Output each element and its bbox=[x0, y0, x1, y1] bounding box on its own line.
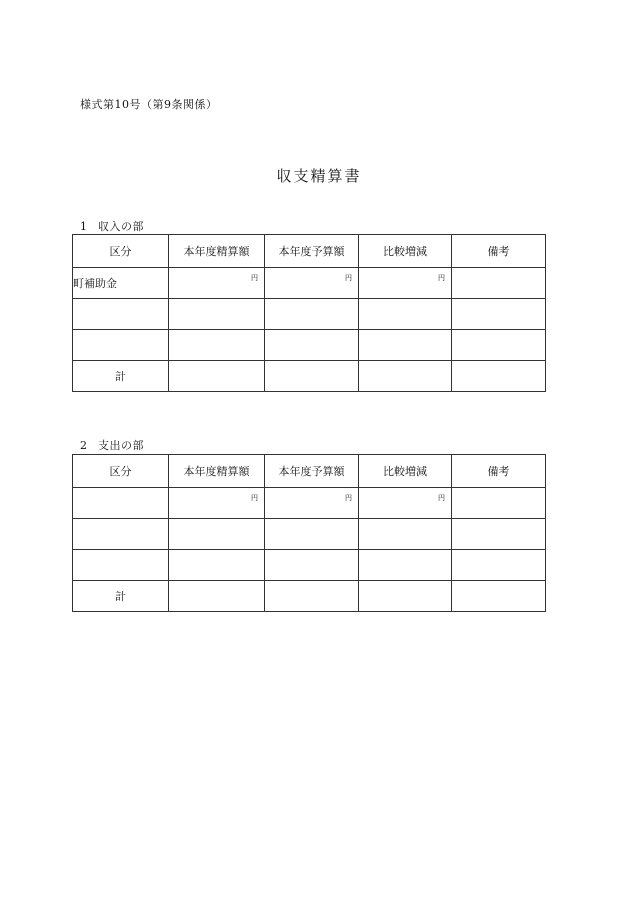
table-row bbox=[73, 268, 546, 299]
yen-unit-label: 円 bbox=[438, 494, 445, 502]
total-remarks-cell[interactable] bbox=[452, 581, 546, 612]
total-difference-cell[interactable] bbox=[359, 581, 452, 612]
yen-unit-label: 円 bbox=[345, 494, 352, 502]
budget-amount-cell[interactable] bbox=[265, 268, 359, 299]
expense-section-heading bbox=[80, 437, 144, 453]
difference-cell[interactable] bbox=[359, 299, 452, 330]
category-cell[interactable] bbox=[73, 550, 169, 581]
income-header-row bbox=[73, 235, 546, 268]
total-budget-cell[interactable] bbox=[265, 361, 359, 392]
yen-unit-label: 円 bbox=[251, 274, 258, 282]
yen-unit-label: 円 bbox=[438, 274, 445, 282]
income-section-heading bbox=[80, 218, 144, 234]
settled-amount-cell[interactable] bbox=[169, 550, 265, 581]
column-header-difference: 比較増減 bbox=[359, 235, 452, 268]
category-cell[interactable] bbox=[73, 299, 169, 330]
column-header-settled: 本年度精算額 bbox=[169, 235, 265, 268]
total-difference-cell[interactable] bbox=[359, 361, 452, 392]
column-header-difference: 比較増減 bbox=[359, 455, 452, 488]
column-header-category: 区分 bbox=[73, 455, 169, 488]
income-section-title: 収入の部 bbox=[98, 220, 144, 233]
total-row bbox=[73, 361, 546, 392]
document-title: 収支精算書 bbox=[276, 167, 362, 185]
category-cell[interactable] bbox=[73, 519, 169, 550]
total-row bbox=[73, 581, 546, 612]
difference-cell[interactable] bbox=[359, 519, 452, 550]
budget-amount-cell[interactable] bbox=[265, 488, 359, 519]
settled-amount-cell[interactable] bbox=[169, 519, 265, 550]
expense-section-number: 2 bbox=[80, 439, 88, 452]
remarks-cell[interactable] bbox=[452, 299, 546, 330]
settled-amount-cell[interactable] bbox=[169, 488, 265, 519]
column-header-category: 区分 bbox=[73, 235, 169, 268]
table-row bbox=[73, 519, 546, 550]
remarks-cell[interactable] bbox=[452, 519, 546, 550]
difference-cell[interactable] bbox=[359, 488, 452, 519]
column-header-budget: 本年度予算額 bbox=[265, 235, 359, 268]
total-settled-cell[interactable] bbox=[169, 361, 265, 392]
column-header-budget: 本年度予算額 bbox=[265, 455, 359, 488]
remarks-cell[interactable] bbox=[452, 550, 546, 581]
settled-amount-cell[interactable] bbox=[169, 299, 265, 330]
difference-cell[interactable] bbox=[359, 330, 452, 361]
category-cell[interactable] bbox=[73, 330, 169, 361]
settled-amount-cell[interactable] bbox=[169, 268, 265, 299]
yen-unit-label: 円 bbox=[251, 494, 258, 502]
total-budget-cell[interactable] bbox=[265, 581, 359, 612]
column-header-remarks: 備考 bbox=[452, 235, 546, 268]
column-header-remarks: 備考 bbox=[452, 455, 546, 488]
difference-cell[interactable] bbox=[359, 268, 452, 299]
remarks-cell[interactable] bbox=[452, 488, 546, 519]
table-row bbox=[73, 488, 546, 519]
table-row bbox=[73, 330, 546, 361]
remarks-cell[interactable] bbox=[452, 268, 546, 299]
expense-section-title: 支出の部 bbox=[98, 439, 144, 452]
total-settled-cell[interactable] bbox=[169, 581, 265, 612]
budget-amount-cell[interactable] bbox=[265, 330, 359, 361]
total-remarks-cell[interactable] bbox=[452, 361, 546, 392]
expense-header-row bbox=[73, 455, 546, 488]
column-header-settled: 本年度精算額 bbox=[169, 455, 265, 488]
remarks-cell[interactable] bbox=[452, 330, 546, 361]
budget-amount-cell[interactable] bbox=[265, 299, 359, 330]
total-label: 計 bbox=[73, 361, 169, 392]
category-cell[interactable] bbox=[73, 488, 169, 519]
yen-unit-label: 円 bbox=[345, 274, 352, 282]
income-table bbox=[72, 234, 546, 392]
budget-amount-cell[interactable] bbox=[265, 519, 359, 550]
form-number: 様式第10号（第9条関係） bbox=[80, 98, 218, 111]
budget-amount-cell[interactable] bbox=[265, 550, 359, 581]
category-cell[interactable]: 町補助金 bbox=[73, 268, 169, 299]
expense-table bbox=[72, 454, 546, 612]
table-row bbox=[73, 299, 546, 330]
income-section-number: 1 bbox=[80, 220, 88, 233]
total-label: 計 bbox=[73, 581, 169, 612]
difference-cell[interactable] bbox=[359, 550, 452, 581]
settled-amount-cell[interactable] bbox=[169, 330, 265, 361]
table-row bbox=[73, 550, 546, 581]
